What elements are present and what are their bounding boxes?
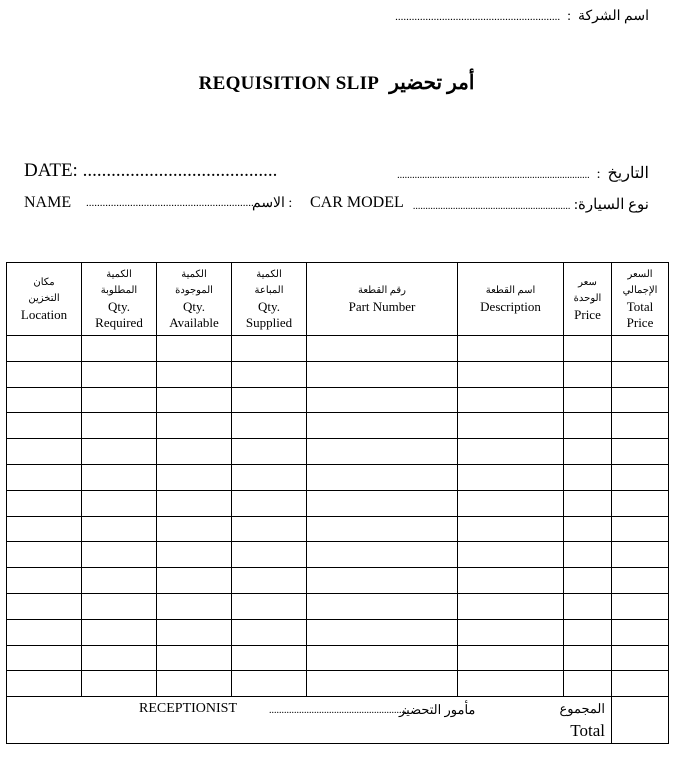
table-cell[interactable] [82, 619, 157, 645]
company-label: اسم الشركة [578, 9, 649, 24]
table-cell[interactable] [232, 645, 307, 671]
table-row [7, 490, 669, 516]
car-model-label-ar: نوع السيارة: [573, 197, 649, 213]
col-header-en: Description [480, 298, 541, 314]
table-cell[interactable] [7, 619, 82, 645]
car-model-label-en: CAR MODEL [310, 194, 404, 211]
table-cell[interactable] [458, 336, 564, 362]
table-cell[interactable] [157, 593, 232, 619]
table-cell[interactable] [458, 413, 564, 439]
receptionist-cell [7, 697, 612, 744]
date-label-en: DATE: [24, 160, 78, 181]
table-cell[interactable] [7, 387, 82, 413]
table-cell[interactable] [7, 542, 82, 568]
col-header-en: Supplied [245, 315, 293, 330]
table-cell[interactable] [7, 464, 82, 490]
table-cell[interactable] [157, 464, 232, 490]
date-dots-ar: ............................................................................. [397, 170, 590, 181]
document-title [0, 70, 673, 95]
table-row [7, 671, 669, 697]
table-cell[interactable] [7, 645, 82, 671]
company-name-line [395, 8, 649, 25]
table-cell[interactable] [82, 439, 157, 465]
table-cell[interactable] [307, 671, 458, 697]
table-cell[interactable] [564, 568, 612, 594]
table-cell[interactable] [612, 645, 669, 671]
col-header-ar: رقم القطعة [357, 284, 407, 296]
table-cell[interactable] [7, 593, 82, 619]
table-cell[interactable] [82, 671, 157, 697]
table-cell[interactable] [612, 619, 669, 645]
table-cell[interactable] [564, 439, 612, 465]
date-label-ar: التاريخ [607, 165, 649, 182]
table-cell[interactable] [232, 387, 307, 413]
table-cell[interactable] [232, 413, 307, 439]
col-header-total-price [612, 263, 669, 336]
table-cell[interactable] [307, 361, 458, 387]
table-row [7, 542, 669, 568]
table-cell[interactable] [232, 361, 307, 387]
table-cell[interactable] [612, 361, 669, 387]
col-header-en: Location [20, 306, 68, 322]
table-cell[interactable] [307, 387, 458, 413]
receptionist-label-ar: مأمور التحضير [399, 702, 476, 718]
total-label-en: Total [570, 721, 605, 741]
table-cell[interactable] [232, 336, 307, 362]
total-value-cell[interactable] [612, 697, 669, 744]
table-cell[interactable] [564, 542, 612, 568]
table-cell[interactable] [458, 387, 564, 413]
company-colon: : [567, 9, 572, 24]
table-footer-row [7, 697, 669, 744]
title-en: REQUISITION SLIP [198, 73, 380, 94]
table-cell[interactable] [232, 542, 307, 568]
table-cell[interactable] [232, 671, 307, 697]
table-cell[interactable] [564, 387, 612, 413]
col-header-qty-available [157, 263, 232, 336]
table-row [7, 464, 669, 490]
col-header-unit-price [564, 263, 612, 336]
table-cell[interactable] [232, 439, 307, 465]
table-cell[interactable] [458, 490, 564, 516]
table-cell[interactable] [7, 568, 82, 594]
car-model-dots: ............................................................... [412, 201, 571, 212]
table-row [7, 593, 669, 619]
col-header-ar: الإجمالي [622, 284, 658, 296]
col-header-ar: الكمية [181, 268, 207, 280]
table-cell[interactable] [458, 568, 564, 594]
table-cell[interactable] [564, 671, 612, 697]
table-cell[interactable] [157, 413, 232, 439]
table-cell[interactable] [564, 361, 612, 387]
table-header-row [7, 263, 669, 336]
col-header-en: Total [626, 298, 654, 314]
table-cell[interactable] [82, 542, 157, 568]
table-cell[interactable] [612, 336, 669, 362]
table-cell[interactable] [307, 464, 458, 490]
col-header-ar: الموجودة [175, 284, 213, 296]
name-label-en: NAME [24, 194, 72, 211]
table-cell[interactable] [157, 387, 232, 413]
requisition-table [6, 262, 669, 744]
table-cell[interactable] [307, 490, 458, 516]
table-cell[interactable] [7, 516, 82, 542]
table-cell[interactable] [612, 490, 669, 516]
table-cell[interactable] [458, 671, 564, 697]
table-row [7, 568, 669, 594]
col-header-ar: المباعة [254, 284, 284, 296]
table-cell[interactable] [307, 645, 458, 671]
table-cell[interactable] [564, 464, 612, 490]
table-cell[interactable] [82, 568, 157, 594]
col-header-ar: السعر [627, 268, 653, 280]
col-header-en: Price [626, 315, 654, 330]
table-cell[interactable] [458, 593, 564, 619]
receptionist-label-en: RECEPTIONIST [139, 701, 237, 717]
table-row [7, 516, 669, 542]
date-field-en [24, 160, 277, 182]
car-model-field-ar [413, 195, 649, 214]
table-cell[interactable] [564, 619, 612, 645]
table-cell[interactable] [7, 490, 82, 516]
table-cell[interactable] [612, 568, 669, 594]
table-row [7, 361, 669, 387]
table-cell[interactable] [82, 645, 157, 671]
table-cell[interactable] [82, 413, 157, 439]
col-header-ar: التخزين [28, 292, 60, 304]
table-cell[interactable] [458, 361, 564, 387]
table-cell[interactable] [564, 645, 612, 671]
table-cell[interactable] [458, 619, 564, 645]
col-header-ar: الوحدة [573, 292, 602, 304]
col-header-qty-required [82, 263, 157, 336]
table-body [7, 336, 669, 697]
col-header-en: Qty. [108, 298, 130, 314]
table-row [7, 387, 669, 413]
col-header-location [7, 263, 82, 336]
table-row [7, 413, 669, 439]
table-cell[interactable] [157, 361, 232, 387]
table-cell[interactable] [232, 619, 307, 645]
name-label-ar: الاسم : [252, 196, 293, 211]
table-cell[interactable] [157, 671, 232, 697]
table-cell[interactable] [232, 464, 307, 490]
table-row [7, 336, 669, 362]
table-cell[interactable] [7, 671, 82, 697]
col-header-en: Required [95, 315, 143, 330]
col-header-ar: المطلوبة [100, 284, 138, 296]
table-cell[interactable] [307, 439, 458, 465]
name-dots: .............................................................. [86, 197, 257, 209]
col-header-en: Qty. [183, 298, 205, 314]
table-cell[interactable] [232, 490, 307, 516]
table-cell[interactable] [307, 413, 458, 439]
table-cell[interactable] [612, 413, 669, 439]
table-cell[interactable] [612, 387, 669, 413]
table-cell[interactable] [157, 568, 232, 594]
table-cell[interactable] [232, 516, 307, 542]
table-cell[interactable] [7, 336, 82, 362]
table-cell[interactable] [82, 464, 157, 490]
table-cell[interactable] [7, 361, 82, 387]
table-cell[interactable] [157, 516, 232, 542]
table-row [7, 439, 669, 465]
company-dots: ............................................................ [395, 11, 561, 23]
table-cell[interactable] [307, 542, 458, 568]
table-cell[interactable] [458, 645, 564, 671]
table-cell[interactable] [7, 439, 82, 465]
col-header-ar: اسم القطعة [485, 284, 536, 296]
col-header-en: Part Number [348, 298, 416, 314]
table-cell[interactable] [612, 439, 669, 465]
table-cell[interactable] [307, 593, 458, 619]
total-label-ar: المجموع [559, 701, 605, 717]
table-cell[interactable] [157, 336, 232, 362]
table-cell[interactable] [307, 619, 458, 645]
table-cell[interactable] [307, 516, 458, 542]
table-cell[interactable] [612, 671, 669, 697]
table-cell[interactable] [157, 619, 232, 645]
table-cell[interactable] [82, 516, 157, 542]
table-cell[interactable] [564, 413, 612, 439]
title-ar: أمر تحضير [389, 72, 475, 94]
date-dots-en: ......................................... [82, 160, 278, 181]
table-cell[interactable] [564, 516, 612, 542]
table-cell[interactable] [82, 336, 157, 362]
table-cell[interactable] [157, 439, 232, 465]
table-cell[interactable] [157, 490, 232, 516]
table-cell[interactable] [612, 542, 669, 568]
table-cell[interactable] [82, 490, 157, 516]
table-cell[interactable] [612, 593, 669, 619]
table-cell[interactable] [82, 593, 157, 619]
table-cell[interactable] [612, 464, 669, 490]
table-cell[interactable] [458, 464, 564, 490]
col-header-en: Available [169, 315, 219, 330]
table-cell[interactable] [564, 593, 612, 619]
table-cell[interactable] [82, 361, 157, 387]
table-row [7, 619, 669, 645]
col-header-description [458, 263, 564, 336]
table-row [7, 645, 669, 671]
table-cell[interactable] [564, 490, 612, 516]
table-cell[interactable] [458, 542, 564, 568]
col-header-ar: الكمية [106, 268, 132, 280]
date-colon-ar: : [596, 167, 601, 182]
date-field-ar [397, 163, 649, 183]
col-header-ar: سعر [578, 276, 597, 288]
table-cell[interactable] [612, 516, 669, 542]
col-header-qty-supplied [232, 263, 307, 336]
col-header-ar: الكمية [256, 268, 282, 280]
col-header-ar: مكان [33, 276, 55, 288]
col-header-en: Price [574, 306, 601, 322]
table-cell[interactable] [232, 568, 307, 594]
table-cell[interactable] [82, 387, 157, 413]
table-cell[interactable] [564, 336, 612, 362]
col-header-part-number [307, 263, 458, 336]
table-cell[interactable] [307, 336, 458, 362]
receptionist-dots: ......................................................: [269, 705, 407, 717]
table-cell[interactable] [157, 542, 232, 568]
table-cell[interactable] [458, 516, 564, 542]
table-cell[interactable] [7, 413, 82, 439]
col-header-en: Qty. [258, 298, 280, 314]
table-cell[interactable] [232, 593, 307, 619]
table-cell[interactable] [307, 568, 458, 594]
table-cell[interactable] [157, 645, 232, 671]
table-cell[interactable] [458, 439, 564, 465]
